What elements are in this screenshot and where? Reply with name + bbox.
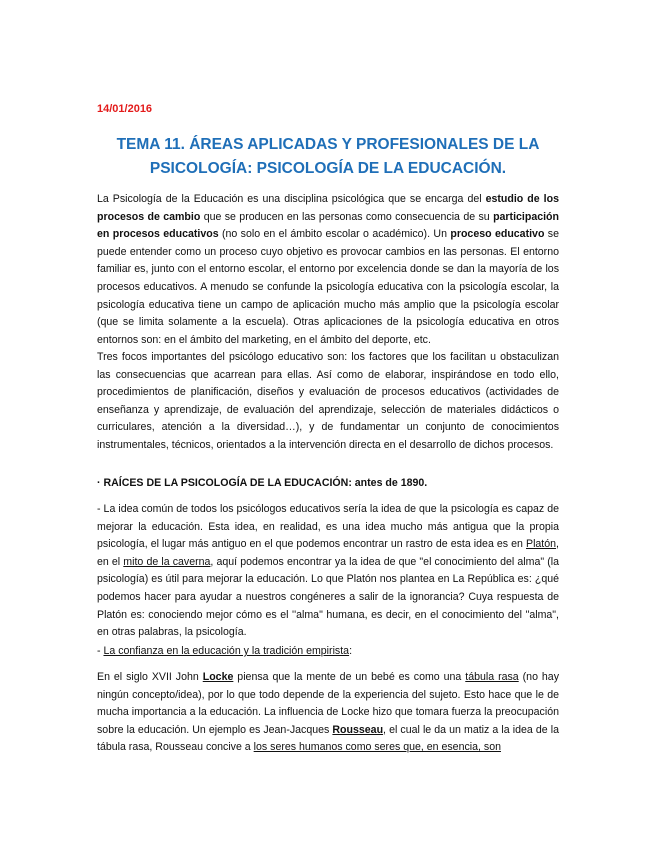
subheading-suffix: : <box>349 645 353 657</box>
document-title <box>97 133 559 181</box>
subheading-confianza <box>97 643 559 661</box>
rousseau-name: Rousseau <box>332 723 384 736</box>
locke-text-3: (no hay ningún concepto/idea), por lo que todo depende de la experiencia del sujeto. Esto hace que le de mucha importancia a la educación. La influencia de Locke hizo que tomara fuerza la preocupación sobre la educación. Un ejemplo es Jean-Jacques <box>97 671 559 736</box>
paragraph-platon <box>97 501 559 642</box>
seres-humanos-underline: los seres humanos como seres que, en esencia, son <box>253 741 501 754</box>
title-line-2: PSICOLOGÍA: PSICOLOGÍA DE LA EDUCACIÓN. <box>149 160 507 177</box>
subheading-prefix: - <box>97 645 104 657</box>
platon-text-3: , aquí podemos encontrar ya la idea de que "el conocimiento del alma" (la psicología) es útil para mejorar la educación. Lo que Platón nos plantea en La República es: ¿qué podemos hacer para ayudar a nuestros congéneres a salir de la ignorancia? Cuya respuesta de Platón es: conociendo mejor cómo es el ''alma" humana, es decir, en el conocimiento del "alma", en otras palabras, la psicología. <box>97 555 559 639</box>
paragraph-intro <box>97 191 559 349</box>
focos-text: Tres focos importantes del psicólogo educativo son: los factores que los facilitan u obstaculizan las consecuencias que acarrean para ellas. Así como de elaborar, inspirándose en todo ello, procedimientos de planificación, diseños y evaluación de procesos educativos (actividades de enseñanza y aprendizaje, de evaluación del aprendizaje, selección de materiales didácticos o curriculares, atención a la diversidad…), y de fundamentar un conjunto de conocimientos instrumentales, técnicos, orientados a la intervención directa en el desarrollo de dichos procesos. <box>97 351 559 451</box>
intro-text-1: La Psicología de la Educación es una disciplina psicológica que se encarga del <box>97 193 486 205</box>
intro-bold-1: estudio de los procesos de cambio <box>97 193 559 223</box>
locke-text-4: , el cual le da un matiz a la idea de la tábula rasa, Rousseau concive a <box>97 723 559 754</box>
platon-text-2: , en el <box>97 538 559 568</box>
title-line-1: TEMA 11. ÁREAS APLICADAS Y PROFESIONALES DE LA <box>116 136 540 153</box>
locke-name: Locke <box>202 671 234 683</box>
tabula-rasa-underline: tábula rasa <box>465 671 519 683</box>
locke-text-2: piensa que la mente de un bebé es como una <box>233 671 466 683</box>
paragraph-focos <box>97 349 559 455</box>
mito-caverna-underline: mito de la caverna <box>123 555 211 568</box>
intro-text-2: que se producen en las personas como consecuencia de su <box>200 210 494 223</box>
intro-bold-2: participación en procesos educativos <box>97 210 559 241</box>
platon-text-1: - La idea común de todos los psicólogos educativos sería la idea de que la psicología es capaz de mejorar la educación. Esta idea, en realidad, es una idea mucho más antigua que la propia psicología, el lugar más antiguo en el que podemos encontrar un rastro de esta idea es en <box>97 503 559 551</box>
intro-bold-3: proceso educativo <box>450 228 545 241</box>
platon-underline: Platón <box>526 538 557 551</box>
intro-text-4: se puede entender como un proceso cuyo objetivo es provocar cambios en las personas. El entorno familiar es, junto con el entorno escolar, el entorno por excelencia donde se dan la mayoría de los procesos educativos. A menudo se confunde la psicología educativa con la psicología escolar, la psicología educativa tiene un campo de aplicación mucho más amplio que la psicología escolar (que se limita solamente a la escuela). Otras aplicaciones de la psicología educativa en otros entornos son: en el ámbito del marketing, en el ámbito del deporte, etc. <box>97 228 560 346</box>
intro-text-3: (no solo en el ámbito escolar o académico). Un <box>218 228 451 241</box>
locke-text-1: En el siglo XVII John <box>97 671 203 683</box>
paragraph-locke <box>97 669 559 757</box>
section-heading-raices: · RAÍCES DE LA PSICOLOGÍA DE LA EDUCACIÓN: antes de 1890. <box>97 477 428 489</box>
document-date: 14/01/2016 <box>97 103 153 115</box>
subheading-underline: La confianza en la educación y la tradición empirista <box>103 645 350 657</box>
